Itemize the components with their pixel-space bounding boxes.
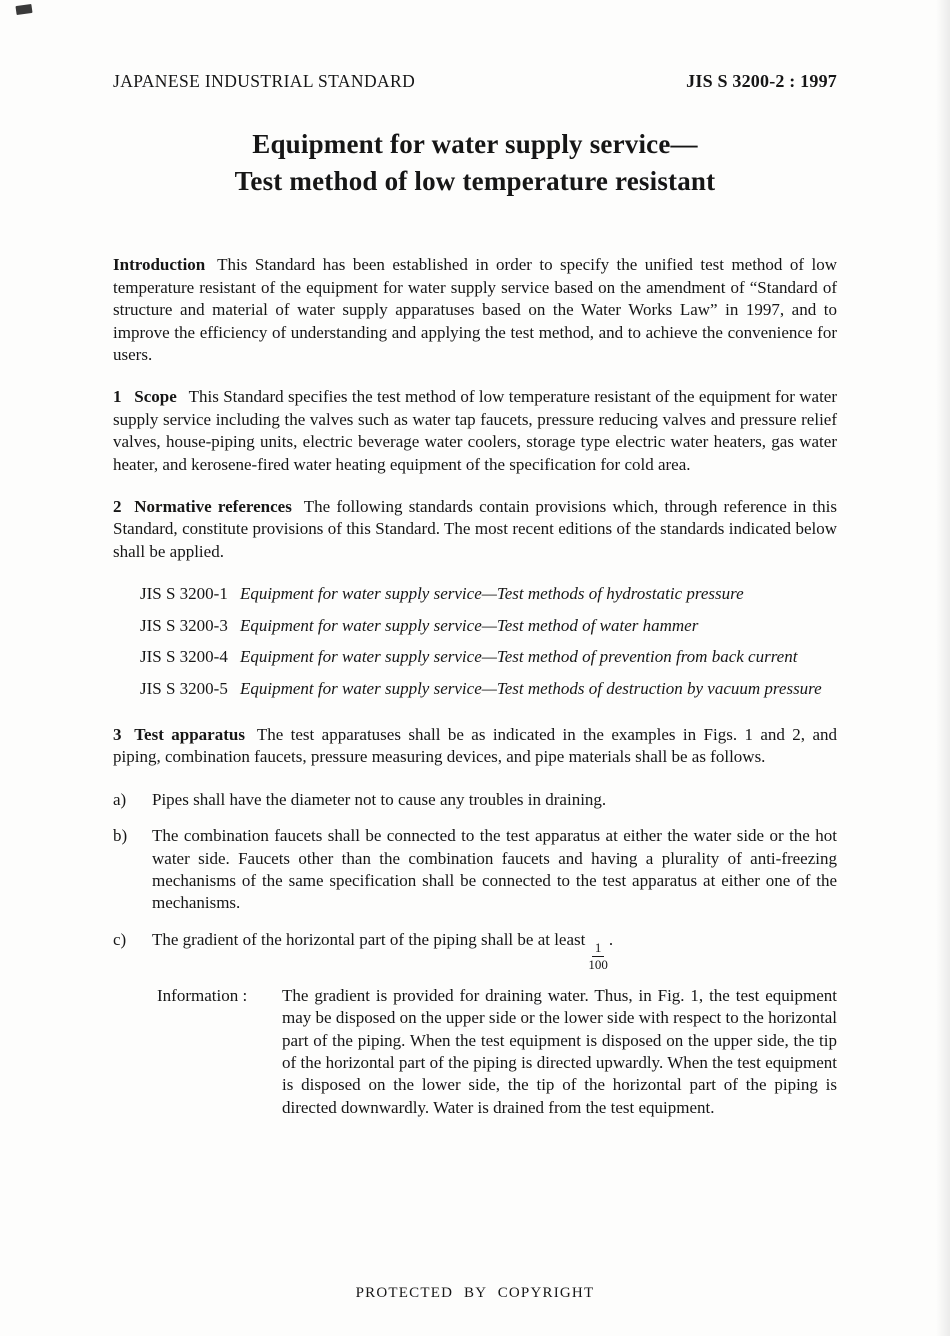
reference-title: Equipment for water supply service—Test methods of destruction by vacuum pressure bbox=[240, 678, 822, 698]
normative-references-list bbox=[140, 583, 837, 700]
section-2-text: The following standards contain provisions which, through reference in this Standard, constitute provisions of this Standard. The most recent editions of the standards indicated below shall be applied. bbox=[113, 497, 837, 561]
section-1-name: Scope bbox=[134, 387, 177, 407]
section-3-text: The test apparatuses shall be as indicated in the examples in Figs. 1 and 2, and piping, combination faucets, pressure measuring devices, and pipe materials shall be as follows. bbox=[113, 724, 837, 767]
information-text: The gradient is provided for draining water. Thus, in Fig. 1, the test equipment may be disposed on the upper side or the lower side with respect to the horizontal part of the piping. When the test equipment is disposed on the upper side, the tip of the horizontal part of the piping is directed upwardly. When the test equipment is disposed on the lower side, the tip of the horizontal part of the piping is directed downwardly. Water is drained from the test equipment. bbox=[282, 985, 837, 1117]
reference-item bbox=[140, 615, 837, 637]
section-1-number: 1 bbox=[113, 387, 122, 407]
reference-code: JIS S 3200-3 bbox=[140, 615, 228, 635]
reference-code: JIS S 3200-1 bbox=[140, 584, 228, 604]
list-item-b-text: The combination faucets shall be connected to the test apparatus at either the water side or the hot water side. Faucets other than the combination faucets and having a plurality of anti-freezing mechanisms of the same specification shall be connected to the test apparatus at either one of the mechanisms. bbox=[152, 826, 837, 913]
reference-item bbox=[140, 583, 837, 605]
copyright-footer: PROTECTED BY COPYRIGHT bbox=[355, 1284, 595, 1301]
section-2-name: Normative references bbox=[134, 497, 292, 517]
scan-edge-shadow bbox=[936, 0, 950, 1336]
section-3-test-apparatus-paragraph bbox=[113, 724, 837, 769]
fraction-numerator: 1 bbox=[592, 941, 605, 957]
list-item-c bbox=[113, 929, 837, 1119]
document-title bbox=[113, 126, 837, 200]
list-item-c-text bbox=[152, 929, 837, 972]
information-label: Information : bbox=[157, 985, 248, 1005]
standard-organization-label: JAPANESE INDUSTRIAL STANDARD bbox=[113, 71, 416, 91]
list-marker-c: c) bbox=[113, 929, 127, 949]
list-item-b-body bbox=[152, 825, 837, 915]
scan-corner-artifact bbox=[15, 4, 32, 15]
section-2-number: 2 bbox=[113, 497, 122, 517]
reference-title: Equipment for water supply service—Test methods of hydrostatic pressure bbox=[240, 584, 744, 604]
introduction-paragraph bbox=[113, 254, 837, 366]
document-title-line-1: Equipment for water supply service— bbox=[252, 129, 698, 160]
reference-item bbox=[140, 678, 837, 700]
gradient-sentence-text: The gradient of the horizontal part of the piping shall be at least bbox=[152, 929, 586, 949]
fraction-denominator: 100 bbox=[588, 956, 608, 972]
section-3-number: 3 bbox=[113, 724, 122, 744]
list-item-c-body bbox=[152, 929, 837, 1119]
introduction-label: Introduction bbox=[113, 255, 206, 275]
section-3-name: Test apparatus bbox=[134, 724, 245, 744]
list-marker-a: a) bbox=[113, 789, 127, 809]
standard-number: JIS S 3200-2 : 1997 bbox=[686, 71, 837, 91]
reference-item bbox=[140, 646, 837, 668]
list-item-a-text: Pipes shall have the diameter not to cause any troubles in draining. bbox=[152, 789, 607, 809]
reference-code: JIS S 3200-5 bbox=[140, 678, 228, 698]
introduction-text: This Standard has been established in order to specify the unified test method of low temperature resistant of the equipment for water supply service based on the amendment of “Standard of structure and material of water supply apparatuses based on the Water Works Law” in 1997, and to improve the efficiency of understanding and applying the test method, and to achieve the convenience for users. bbox=[113, 255, 837, 365]
list-item-b bbox=[113, 825, 837, 915]
reference-code: JIS S 3200-4 bbox=[140, 647, 228, 667]
page-header bbox=[113, 70, 837, 92]
reference-title: Equipment for water supply service—Test method of prevention from back current bbox=[240, 647, 798, 667]
reference-title: Equipment for water supply service—Test method of water hammer bbox=[240, 615, 699, 635]
list-item-a-body bbox=[152, 789, 837, 811]
information-block bbox=[152, 985, 837, 1119]
list-item-a bbox=[113, 789, 837, 811]
section-1-text: This Standard specifies the test method of low temperature resistant of the equipment for water supply service including the valves such as water tap faucets, pressure reducing valves and pressure relief valves, house-piping units, electric beverage water coolers, storage type electric water heaters, gas water heater, and kerosene-fired water heating equipment of the specification for cold area. bbox=[113, 387, 837, 474]
document-title-line-2: Test method of low temperature resistant bbox=[234, 166, 716, 197]
list-marker-b: b) bbox=[113, 826, 128, 846]
section-2-normative-references-paragraph bbox=[113, 496, 837, 563]
sentence-period: . bbox=[608, 929, 614, 949]
fraction-one-hundredth bbox=[588, 941, 608, 972]
section-1-scope-paragraph bbox=[113, 386, 837, 476]
